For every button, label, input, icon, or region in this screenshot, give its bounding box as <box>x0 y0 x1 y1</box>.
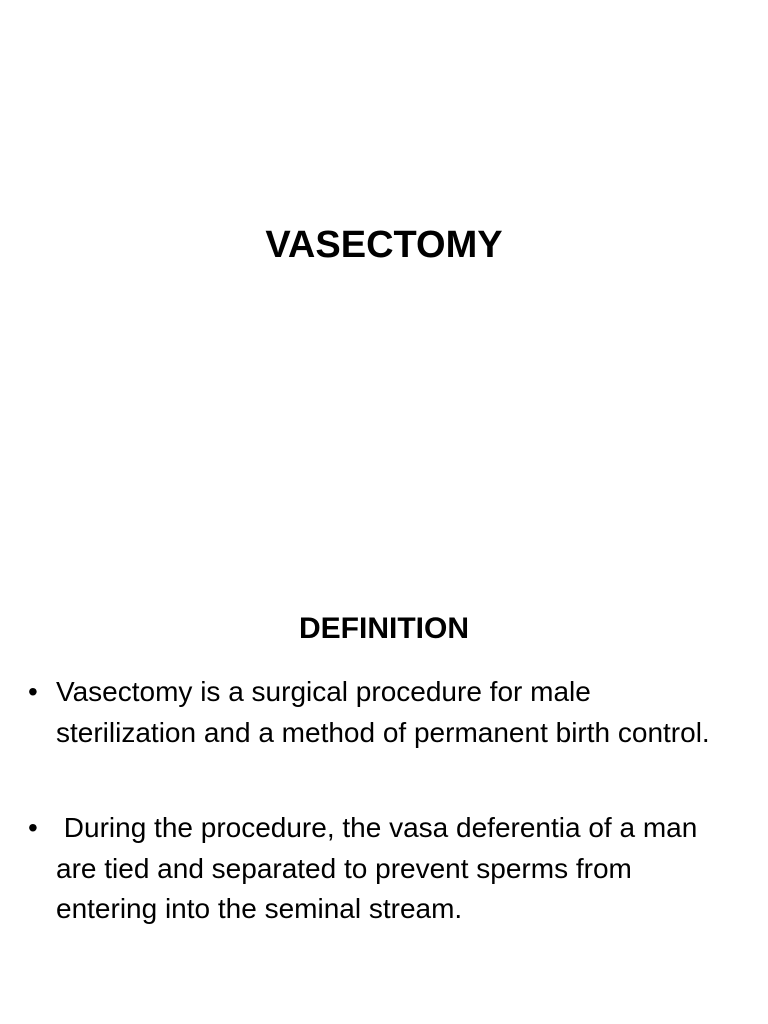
bullet-icon: • <box>28 676 38 707</box>
definition-slide <box>0 576 768 1024</box>
slide-title: VASECTOMY <box>265 224 503 266</box>
bullet-text: During the procedure, the vasa deferentia of a man are tied and separated to prevent sperms from entering into the seminal stream. <box>56 812 706 924</box>
section-heading: DEFINITION <box>299 612 469 645</box>
list-item <box>28 672 728 753</box>
bullet-text: Vasectomy is a surgical procedure for male sterilization and a method of permanent birth control. <box>56 676 710 748</box>
bullet-icon: • <box>28 812 38 843</box>
list-item <box>28 808 728 930</box>
bullet-list <box>28 672 728 985</box>
